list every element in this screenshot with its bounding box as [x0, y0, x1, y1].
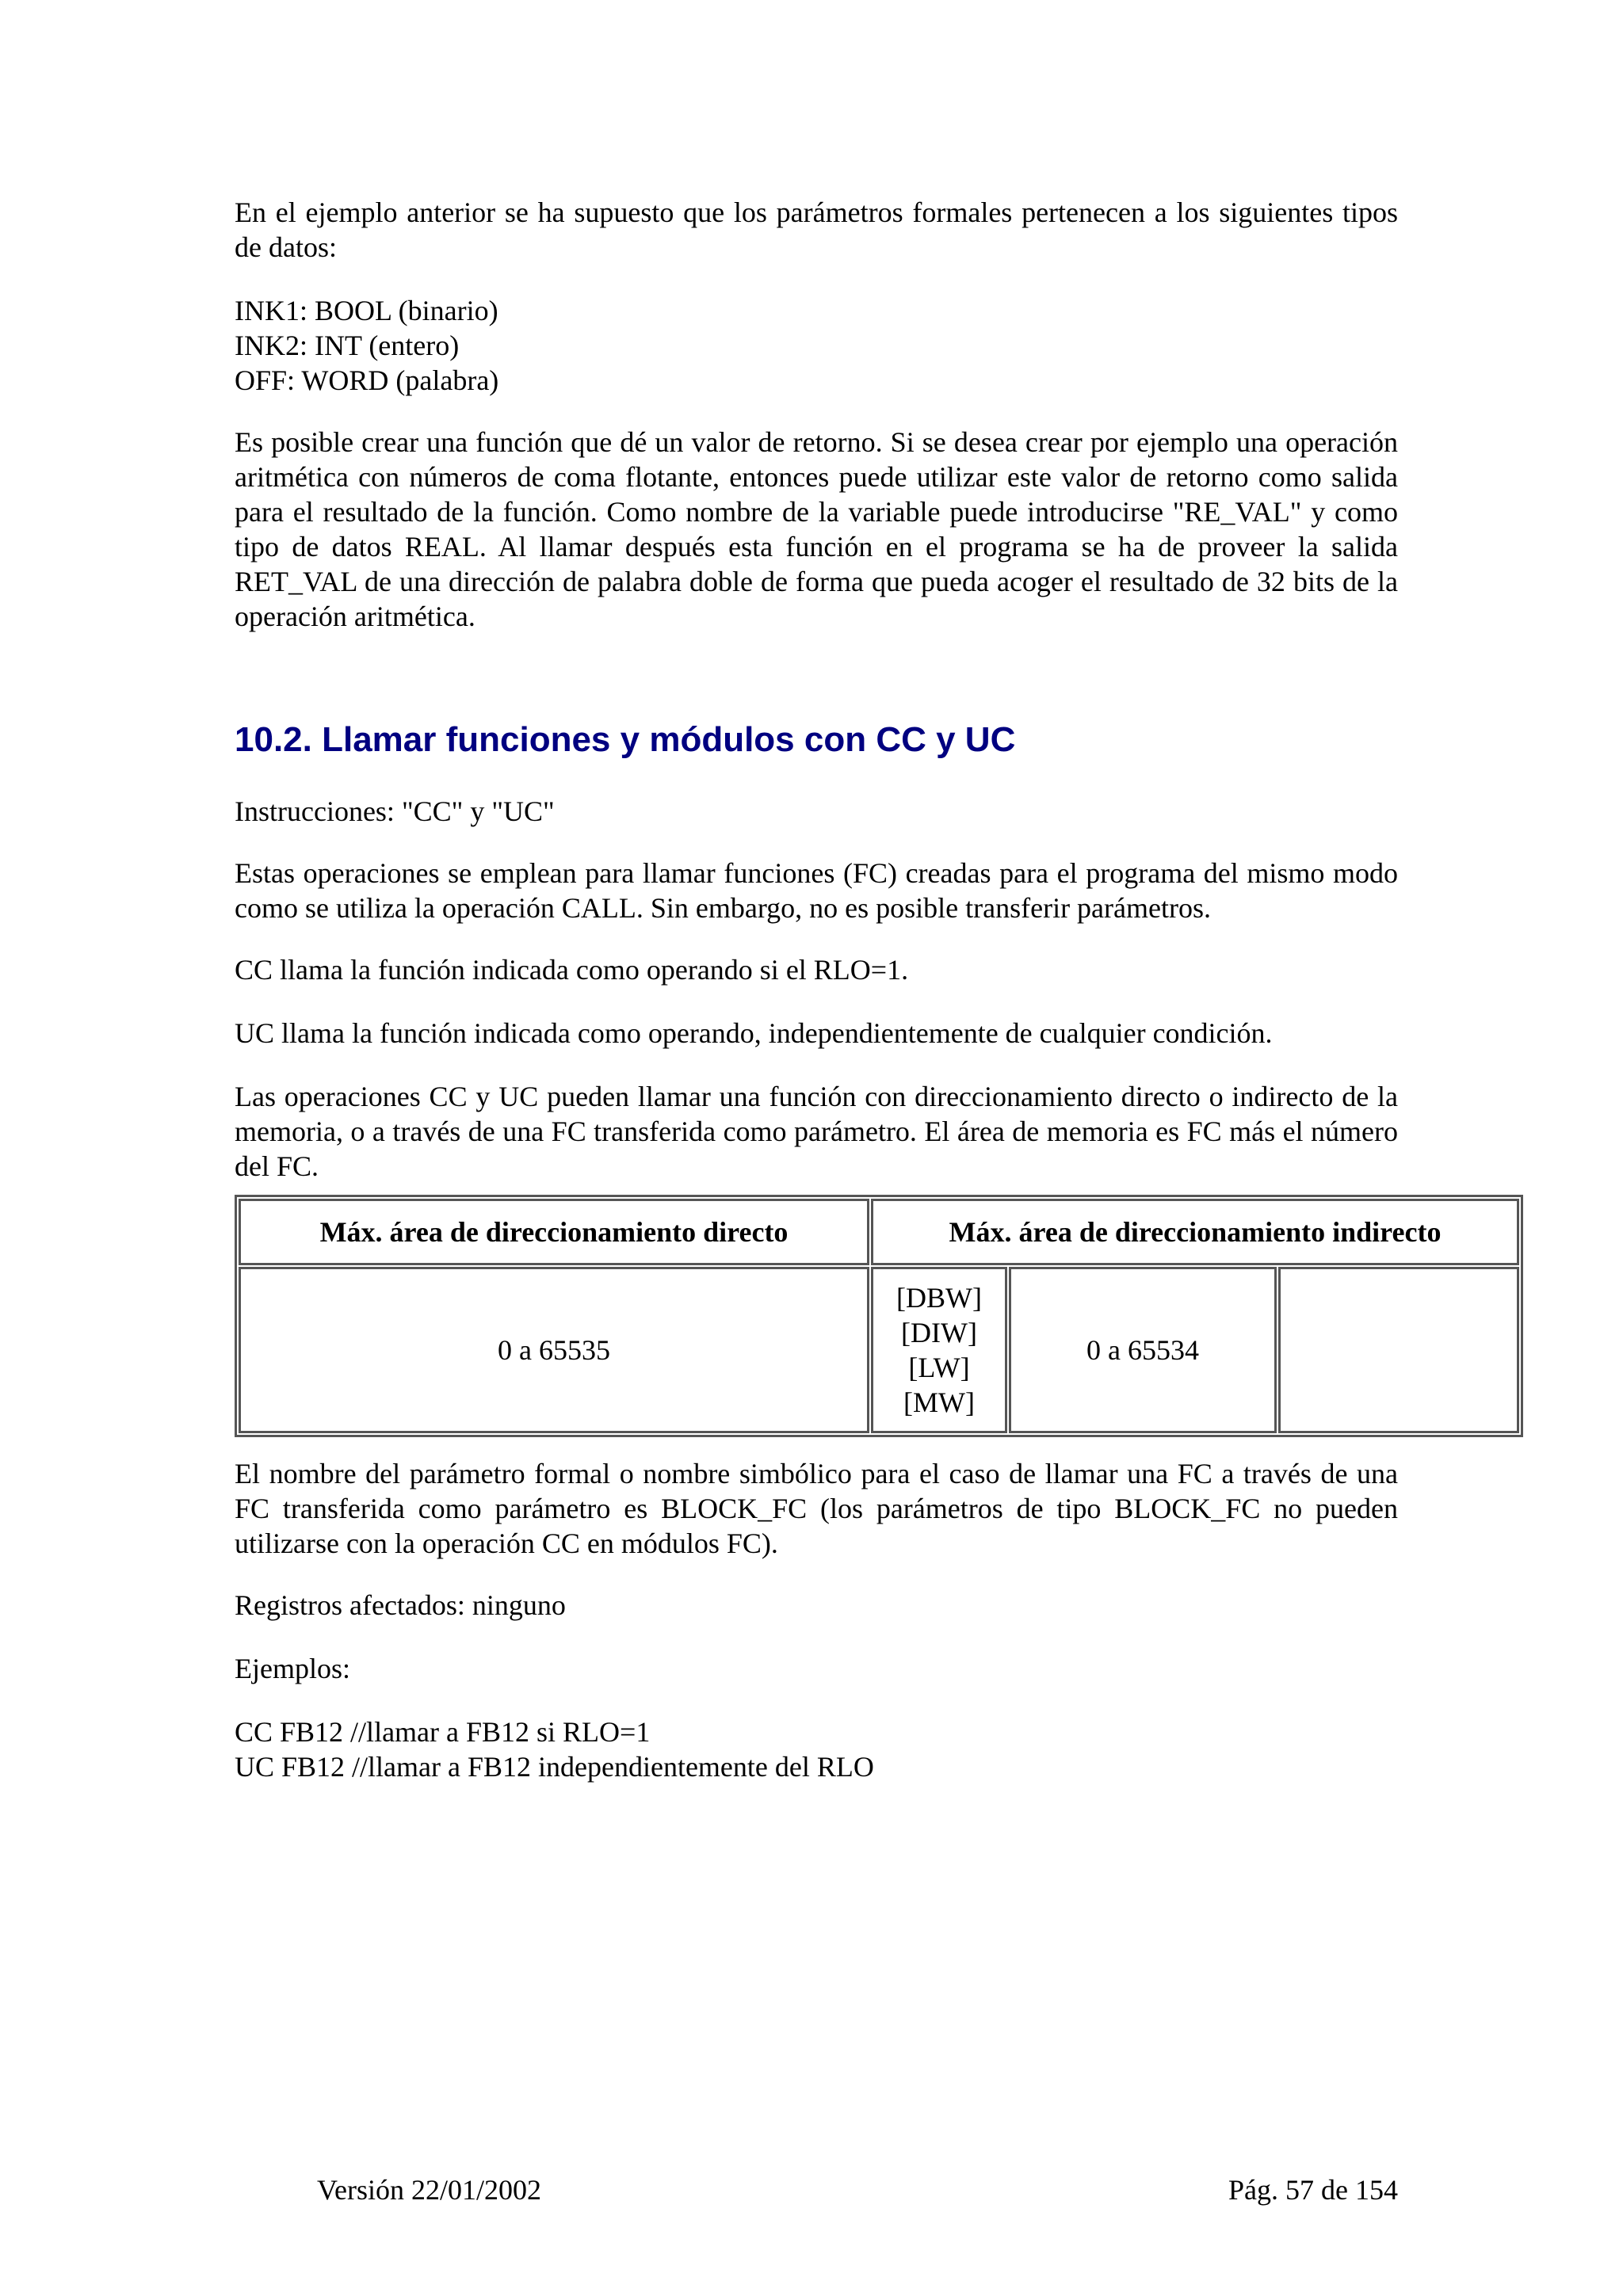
- data-types-list: [235, 293, 1398, 398]
- registers-affected: Registros afectados: ninguno: [235, 1589, 566, 1621]
- intro-paragraph: En el ejemplo anterior se ha supuesto que los parámetros formales pertenecen a los siguientes tipos de datos:: [235, 196, 1398, 263]
- register-lw: [LW]: [908, 1352, 970, 1383]
- footer-page-number: Pág. 57 de 154: [1228, 2174, 1398, 2206]
- empty-cell: [1278, 1267, 1519, 1433]
- table-row: [239, 1267, 1519, 1433]
- indirect-registers-cell: [871, 1267, 1007, 1433]
- footer-version: Versión 22/01/2002: [317, 2174, 541, 2206]
- type-ink2: INK2: INT (entero): [235, 330, 460, 361]
- formal-parameter-paragraph: El nombre del parámetro formal o nombre simbólico para el caso de llamar una FC a través de una FC transferida como parámetro es BLOCK_FC (los parámetros de tipo BLOCK_FC no pueden utilizarse con la operación CC en módulos FC).: [235, 1458, 1398, 1559]
- examples-label: Ejemplos:: [235, 1653, 350, 1684]
- type-off: OFF: WORD (palabra): [235, 364, 499, 396]
- examples-list: [235, 1714, 1398, 1784]
- example-cc: CC FB12 //llamar a FB12 si RLO=1: [235, 1716, 651, 1748]
- instructions-line: Instrucciones: "CC" y "UC": [235, 795, 555, 827]
- header-indirect: Máx. área de direccionamiento indirecto: [871, 1199, 1519, 1265]
- addressing-table: [235, 1195, 1523, 1437]
- header-direct: Máx. área de direccionamiento directo: [239, 1199, 869, 1265]
- example-uc: UC FB12 //llamar a FB12 independientemente del RLO: [235, 1751, 874, 1783]
- table-header-row: [239, 1199, 1519, 1265]
- return-value-paragraph: Es posible crear una función que dé un valor de retorno. Si se desea crear por ejemplo una operación aritmética con números de coma flotante, entonces puede utilizar este valor de retorno como salida para el resultado de la función. Como nombre de la variable puede introducirse "RE_VAL" y como tipo de datos REAL. Al llamar después esta función en el programa se ha de proveer la salida RET_VAL de una dirección de palabra doble de forma que pueda acoger el resultado de 32 bits de la operación aritmética.: [235, 426, 1398, 632]
- cc-description: CC llama la función indicada como operando si el RLO=1.: [235, 954, 909, 986]
- section-heading: 10.2. Llamar funciones y módulos con CC y UC: [235, 720, 1016, 759]
- indirect-range-cell: 0 a 65534: [1009, 1267, 1277, 1433]
- type-ink1: INK1: BOOL (binario): [235, 295, 498, 326]
- register-diw: [DIW]: [901, 1317, 977, 1348]
- memory-paragraph: Las operaciones CC y UC pueden llamar una función con direccionamiento directo o indirecto de la memoria, o a través de una FC transferida como parámetro. El área de memoria es FC más el número del FC.: [235, 1081, 1398, 1182]
- register-mw: [MW]: [903, 1386, 975, 1418]
- operations-paragraph: Estas operaciones se emplean para llamar funciones (FC) creadas para el programa del mismo modo como se utiliza la operación CALL. Sin embargo, no es posible transferir parámetros.: [235, 857, 1398, 924]
- uc-description: UC llama la función indicada como operando, independientemente de cualquier condición.: [235, 1017, 1273, 1049]
- direct-range-cell: 0 a 65535: [239, 1267, 869, 1433]
- register-dbw: [DBW]: [896, 1282, 982, 1314]
